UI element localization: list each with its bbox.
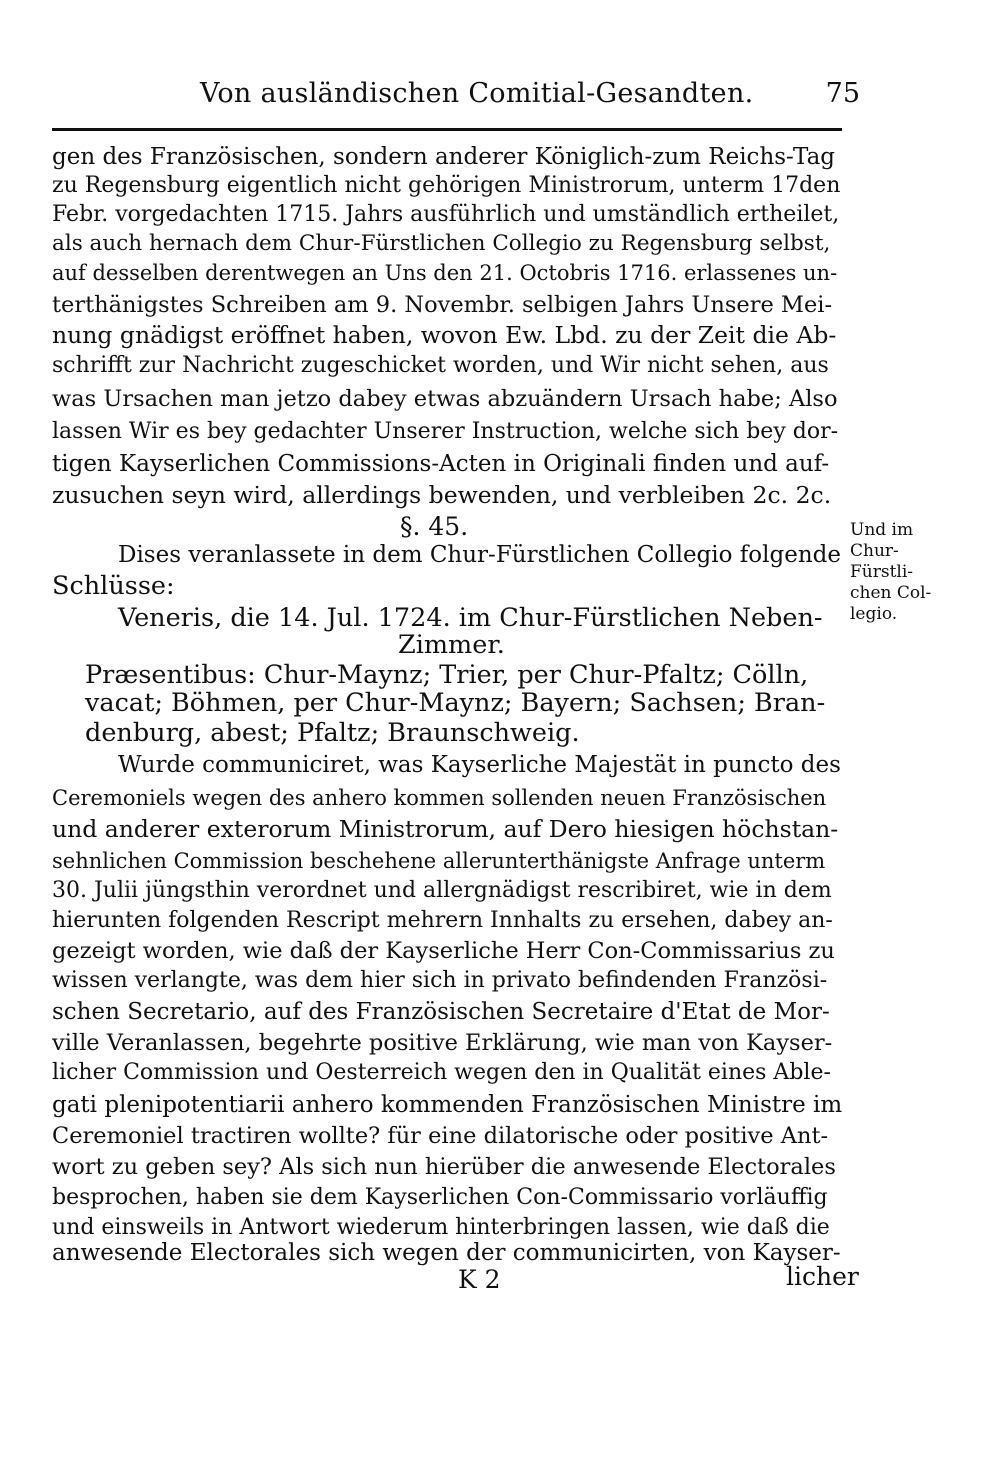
signature-mark: K 2 (458, 1265, 501, 1294)
text-line: terthänigstes Schreiben am 9. Novembr. selbigen Jahrs Unsere Mei- (52, 292, 833, 318)
text-line: lassen Wir es bey gedachter Unserer Instruction, welche sich bey dor- (52, 419, 839, 444)
text-line: schen Secretario, auf des Französischen Secretaire d'Etat de Mor- (52, 999, 830, 1025)
margin-note-line: legio. (850, 604, 898, 624)
text-line: besprochen, haben sie dem Kayserlichen Con-Commissario vorläuffig (52, 1185, 828, 1210)
header-rule (52, 128, 842, 131)
text-line: zusuchen seyn wird, allerdings bewenden, und verbleiben 2c. 2c. (52, 481, 832, 509)
text-line: vacat; Böhmen, per Chur-Maynz; Bayern; Sachsen; Bran- (85, 688, 826, 718)
text-line: gen des Französischen, sondern anderer Königlich-zum Reichs-Tag (52, 144, 835, 170)
text-line: Wurde communiciret, was Kayserliche Majestät in puncto des (118, 752, 841, 778)
text-line: und einsweils in Antwort wiederum hinterbringen lassen, wie daß die (52, 1215, 830, 1240)
text-line: denburg, abest; Pfaltz; Braunschweig. (85, 718, 580, 748)
margin-note-line: chen Col- (850, 583, 932, 603)
text-line: Zimmer. (398, 630, 505, 660)
text-line: anwesende Electorales sich wegen der communicirten, von Kayser- (52, 1240, 841, 1266)
text-line: wissen verlangte, was dem hier sich in privato befindenden Französi- (52, 968, 828, 993)
text-line: Præsentibus: Chur-Maynz; Trier, per Chur-Pfaltz; Cölln, (85, 660, 809, 690)
text-line: und anderer exterorum Ministrorum, auf Dero hiesigen höchstan- (52, 815, 839, 843)
text-line: Ceremoniel tractiren wollte? für eine dilatorische oder positive Ant- (52, 1123, 829, 1149)
text-line: Schlüsse: (52, 571, 175, 601)
text-line: Dises veranlassete in dem Chur-Fürstlichen Collegio folgende (118, 542, 841, 568)
text-line: was Ursachen man jetzo dabey etwas abzuändern Ursach habe; Also (52, 386, 838, 412)
page-number: 75 (825, 78, 860, 109)
page-header (200, 78, 860, 118)
text-line: als auch hernach dem Chur-Fürstlichen Collegio zu Regensburg selbst, (52, 231, 831, 256)
margin-note (850, 520, 990, 625)
running-title: Von ausländischen Comitial-Gesandten. (200, 78, 754, 109)
section-number: §. 45. (400, 512, 469, 541)
margin-note-line: Fürstli- (850, 562, 914, 582)
text-line: schrifft zur Nachricht zugeschicket worden, und Wir nicht sehen, aus (52, 353, 829, 378)
catchword: licher (786, 1262, 859, 1291)
text-line: tigen Kayserlichen Commissions-Acten in Originali finden und auf- (52, 451, 830, 477)
text-line: 30. Julii jüngsthin verordnet und allergnädigst rescribiret, wie in dem (52, 878, 832, 903)
text-line: ville Veranlassen, begehrte positive Erklärung, wie man von Kayser- (52, 1030, 833, 1056)
text-line: zu Regensburg eigentlich nicht gehörigen Ministrorum, unterm 17den (52, 173, 841, 198)
text-line: Ceremoniels wegen des anhero kommen sollenden neuen Französischen (52, 786, 827, 810)
text-line: sehnlichen Commission beschehene allerunterthänigste Anfrage unterm (52, 849, 826, 873)
text-line: Veneris, die 14. Jul. 1724. im Chur-Fürstlichen Neben- (118, 603, 823, 633)
text-line: licher Commission und Oesterreich wegen den in Qualität eines Able- (52, 1060, 831, 1085)
text-line: auf desselben derentwegen an Uns den 21. Octobris 1716. erlassenes un- (52, 261, 838, 285)
text-line: wort zu geben sey? Als sich nun hierüber die anwesende Electorales (52, 1154, 836, 1180)
margin-note-line: Und im (850, 520, 914, 540)
margin-note-line: Chur- (850, 541, 899, 561)
text-line: nung gnädigst eröffnet haben, wovon Ew. Lbd. zu der Zeit die Ab- (52, 321, 837, 349)
text-line: gezeigt worden, wie daß der Kayserliche Herr Con-Commissarius zu (52, 938, 835, 964)
text-line: gati plenipotentiarii anhero kommenden Französischen Ministre im (52, 1092, 843, 1118)
text-line: hierunten folgenden Rescript mehrern Innhalts zu ersehen, dabey an- (52, 908, 833, 933)
text-line: Febr. vorgedachten 1715. Jahrs ausführlich und umständlich ertheilet, (52, 202, 840, 227)
